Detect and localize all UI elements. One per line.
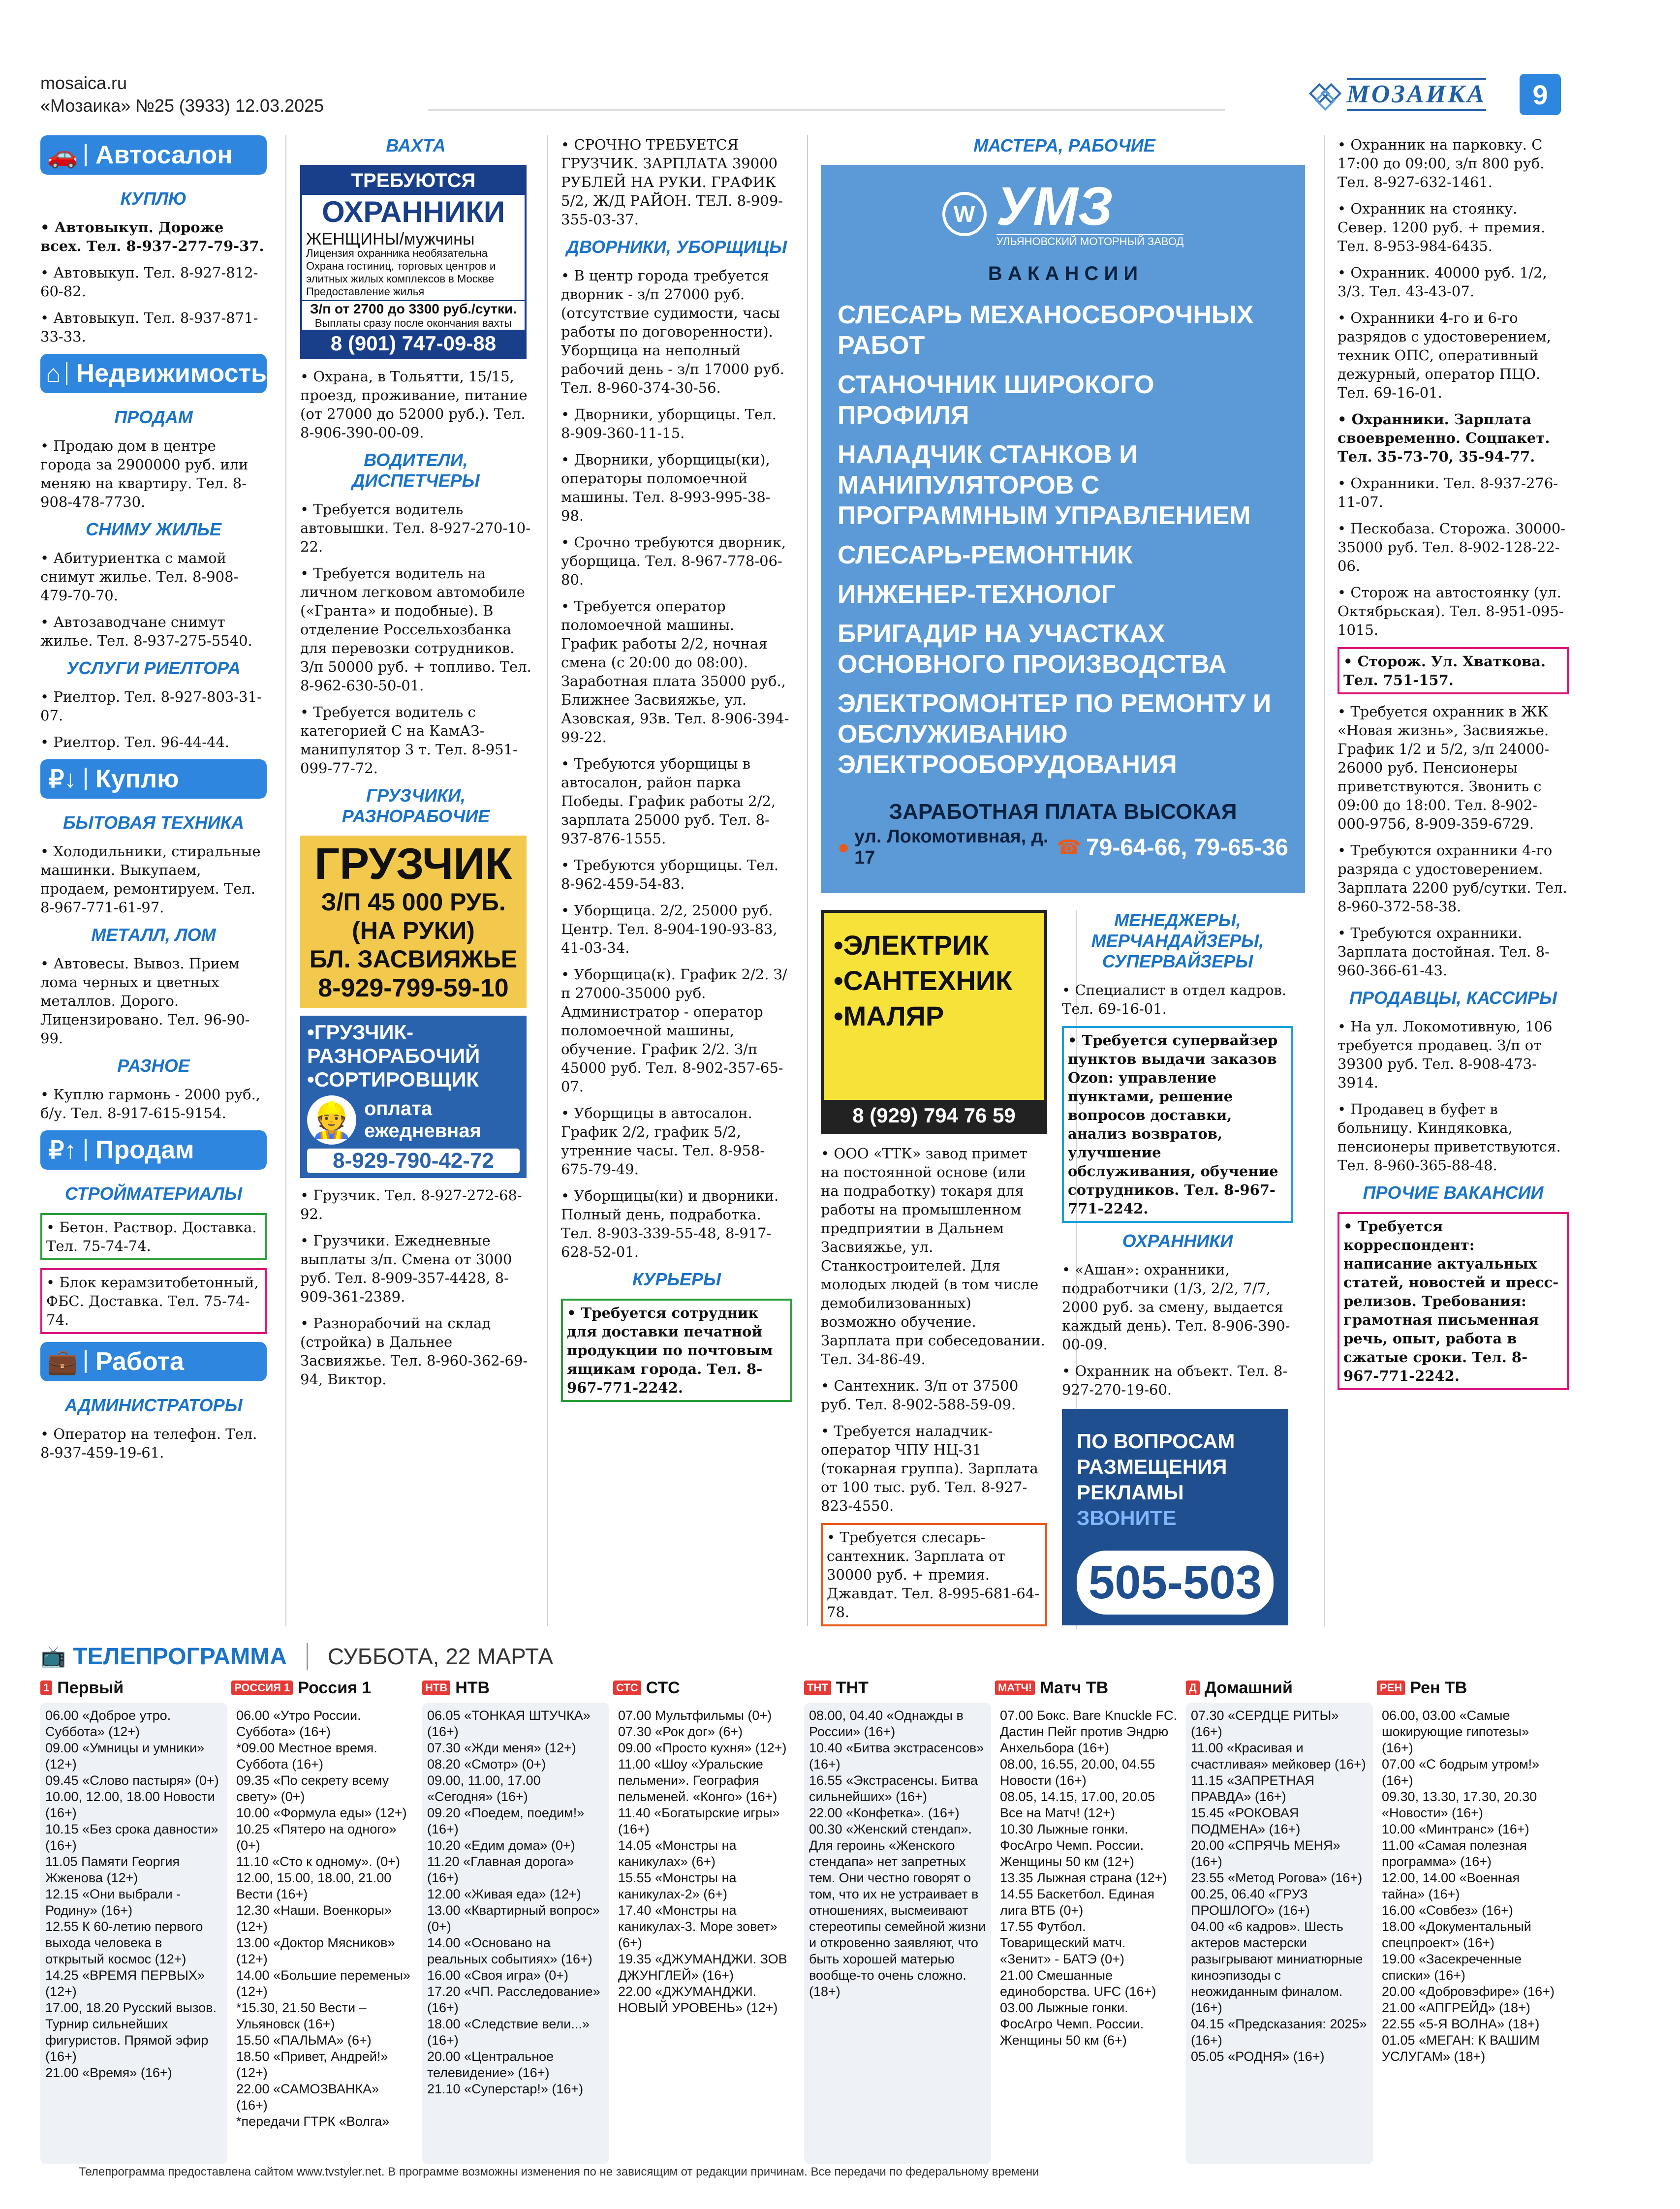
tv-listing: 04.00 «6 кадров». Шесть актеров мастерски разыгрывают миниатюрные киноэпизоды с неожиданным финалом. (16+) bbox=[1191, 1919, 1363, 2015]
ad: • Автовыкуп. Тел. 8-927-812-60-82. bbox=[40, 264, 258, 300]
tv-listing: 00.30 «Женский стендап». Для героинь «Женского стендапа» нет запретных тем. Они честно говорят о том, что их не устраивает в отношениях, высмеивают стереотипы семейной жизни и откровенно заявляют, что быть хорошей матерью вообще-то очень сложно. (18+) bbox=[809, 1822, 986, 1999]
channel-name: Матч ТВ bbox=[1040, 1678, 1109, 1697]
tv-listing: 22.55 «5-Я ВОЛНА» (18+) bbox=[1382, 2017, 1540, 2031]
channel-logo-icon: РЕН bbox=[1377, 1680, 1405, 1695]
ad: • Уборщицы(ки) и дворники. Полный день, подработка. Тел. 8-903-339-55-48, 8-917-628-52-01. bbox=[561, 1187, 779, 1260]
tv-listing: 10.15 «Без срока давности» (16+) bbox=[45, 1822, 218, 1853]
tv-listing: 10.25 «Пятеро на одного» (0+) bbox=[236, 1822, 397, 1853]
column-1 bbox=[40, 135, 267, 1470]
tv-listing: 20.00 «СПРЯЧЬ МЕНЯ» (16+) bbox=[1191, 1838, 1340, 1869]
ad: • Требуются охранники 4-го разряда с удостоверением. Зарплата 2200 руб/сутки. Тел. 8-960-372-58-38. bbox=[1338, 842, 1567, 915]
tv-listing: 12.15 «Они выбрали - Родину» (16+) bbox=[45, 1887, 181, 1918]
tv-channel-1 bbox=[231, 1677, 417, 1699]
tv-channel-6 bbox=[1186, 1677, 1372, 1699]
tv-listing: 06.00 «Доброе утро. Суббота» (12+) bbox=[45, 1708, 171, 1739]
tv-listing: 06.00 «Утро России. Суббота» (16+) bbox=[236, 1708, 361, 1739]
tv-listing: 12.00, 15.00, 18.00, 21.00 Вести (16+) bbox=[236, 1870, 392, 1901]
ad: • Уборщица. 2/2, 25000 руб. Центр. Тел. 8-904-190-93-83, 41-03-34. bbox=[561, 902, 778, 956]
ad: • Охранники. Тел. 8-937-276-11-07. bbox=[1338, 475, 1558, 510]
banner-okhranniki: ТРЕБУЮТСЯ ОХРАННИКИ ЖЕНЩИНЫ/мужчины Лицензия охранника необязательна Охрана гостиниц, торговых центров и элитных жилых комплексов в Москве Предоставление жилья З/п от 2700 до 3300 руб./сутки. Выплаты сразу после окончания вахты 8 (901) 747-09-88 bbox=[300, 165, 527, 359]
section-autosalon: 🚗 Автосалон bbox=[40, 135, 267, 175]
tv-listing: 12.55 К 60-летию первого выхода человека в открытый космос (12+) bbox=[45, 1919, 203, 1966]
umz-emblem-icon: W bbox=[942, 192, 987, 236]
ad: • Автовыкуп. Дороже всех. Тел. 8-937-277-79-37. bbox=[40, 219, 264, 254]
ad: • СРОЧНО ТРЕБУЕТСЯ ГРУЗЧИК. ЗАРПЛАТА 39000 РУБЛЕЙ НА РУКИ. ГРАФИК 5/2, Ж/Д РАЙОН. ТЕЛ. 8-909-355-03-37. bbox=[561, 136, 783, 228]
ad: • Срочно требуются дворник, уборщица. Тел. 8-967-778-06-80. bbox=[561, 534, 786, 588]
tv-listing: 11.20 «Главная дорога» (16+) bbox=[427, 1854, 574, 1885]
ad: • Требуется водитель на личном легковом автомобиле («Гранта» и подобные). В отделение Россельхозбанка для перевозки сотрудников. З/п 50000 руб. + топливо. Тел. 8-962-630-50-01. bbox=[300, 565, 531, 694]
tv-channel-3 bbox=[613, 1677, 799, 1699]
banner-elektrik: •ЭЛЕКТРИК •САНТЕХНИК •МАЛЯР 8 (929) 794 76 59 bbox=[821, 910, 1047, 1134]
tv-program-header: 📺 ТЕЛЕПРОГРАММА СУББОТА, 22 МАРТА bbox=[40, 1643, 554, 1670]
tv-listing: 12.00, 14.00 «Военная тайна» (16+) bbox=[1382, 1870, 1520, 1901]
subhead: МЕНЕДЖЕРЫ, МЕРЧАНДАЙЗЕРЫ, СУПЕРВАЙЗЕРЫ bbox=[1091, 910, 1264, 971]
tv-listing: *15.30, 21.50 Вести – Ульяновск (16+) bbox=[236, 2000, 367, 2031]
tv-listing: 10.30 Лыжные гонки. ФосАгро Чемп. России. Женщины 50 км (12+) bbox=[1000, 1822, 1144, 1869]
tv-listing: 19.00 «Засекреченные списки» (16+) bbox=[1382, 1952, 1522, 1983]
tv-listing: 03.00 Лыжные гонки. ФосАгро Чемп. России. Женщины 50 км (6+) bbox=[1000, 2000, 1144, 2048]
tv-listing: 11.15 «ЗАПРЕТНАЯ ПРАВДА» (16+) bbox=[1191, 1773, 1315, 1804]
tv-listing: 22.00 «ДЖУМАНДЖИ. НОВЫЙ УРОВЕНЬ» (12+) bbox=[618, 1984, 778, 2015]
umz-job: НАЛАДЧИК СТАНКОВ И МАНИПУЛЯТОРОВ С ПРОГРАММНЫМ УПРАВЛЕНИЕМ bbox=[838, 440, 1251, 530]
tv-listing: 07.30 «Жди меня» (12+) bbox=[427, 1741, 576, 1755]
ad: • Требуются уборщицы в автосалон, район парка Победы. График работы 2/2, зарплата 25000 руб. Тел. 8-937-876-1555. bbox=[561, 755, 776, 847]
tv-channel-5 bbox=[995, 1677, 1181, 1699]
section-prodam: ₽↑ Продам bbox=[40, 1130, 267, 1170]
ad: • Автозаводчане снимут жилье. Тел. 8-937-275-5540. bbox=[40, 614, 252, 649]
ad: • Пескобаза. Сторожа. 30000-35000 руб. Тел. 8-902-128-22-06. bbox=[1338, 520, 1566, 574]
umz-job: ИНЖЕНЕР-ТЕХНОЛОГ bbox=[838, 580, 1116, 609]
ad: • Автовесы. Вывоз. Прием лома черных и цветных металлов. Дорого. Лицензировано. Тел. 96-90-99. bbox=[40, 955, 250, 1047]
tv-listing: 17.40 «Монстры на каникулах-3. Море зовет» (6+) bbox=[618, 1903, 778, 1950]
tv-listing: 16.55 «Экстрасенсы. Битва сильнейших» (16+) bbox=[809, 1773, 978, 1804]
channel-logo-icon: РОССИЯ 1 bbox=[231, 1680, 293, 1695]
tv-listing: 11.00 «Шоу «Уральские пельмени». География пельменей. «Конго» (16+) bbox=[618, 1757, 778, 1804]
tv-listing: 23.55 «Метод Рогова» (16+) bbox=[1191, 1870, 1363, 1885]
tv-listing: 00.25, 06.40 «ГРУЗ ПРОШЛОГО» (16+) bbox=[1191, 1887, 1310, 1918]
tv-channel-7 bbox=[1377, 1677, 1563, 1699]
tv-listing: 09.35 «По секрету всему свету» (0+) bbox=[236, 1773, 389, 1804]
tv-listing: 11.10 «Сто к одному». (0+) bbox=[236, 1854, 401, 1869]
tv-listing: 21.10 «Суперстар!» (16+) bbox=[427, 2082, 584, 2096]
ad: • Холодильники, стиральные машинки. Выкупаем, продаем, ремонтируем. Тел. 8-967-771-61-97. bbox=[40, 843, 261, 916]
ad: • Оператор на телефон. Тел. 8-937-459-19-61. bbox=[40, 1426, 257, 1461]
tv-listing: 16.00 «Совбез» (16+) bbox=[1382, 1903, 1513, 1918]
banner-gruzchik-raznorabochiy: •ГРУЗЧИК- РАЗНОРАБОЧИЙ •СОРТИРОВЩИК 👷 оплата ежедневная 8-929-790-42-72 bbox=[300, 1016, 527, 1178]
ad: • Требуется наладчик-оператор ЧПУ НЦ-31 (токарная группа). Зарплата от 100 тыс. руб. Тел. 8-927-823-4550. bbox=[821, 1423, 1038, 1514]
tv-listing: 12.00 «Живая еда» (12+) bbox=[427, 1887, 581, 1901]
subhead: МЕТАЛЛ, ЛОМ bbox=[91, 925, 216, 945]
tv-icon: 📺 bbox=[40, 1644, 66, 1668]
tv-listing: 10.00, 12.00, 18.00 Новости (16+) bbox=[45, 1789, 215, 1820]
channel-logo-icon: НТВ bbox=[422, 1680, 450, 1695]
column-5 bbox=[1338, 135, 1569, 1398]
subhead: ПРОДАВЦЫ, КАССИРЫ bbox=[1349, 988, 1557, 1008]
umz-job: СЛЕСАРЬ-РЕМОНТНИК bbox=[838, 541, 1133, 569]
ad: • Охранники. Зарплата своевременно. Соцпакет. Тел. 35-73-70, 35-94-77. bbox=[1338, 411, 1550, 465]
ad: • Охранник на парковку. С 17:00 до 09:00, з/п 800 руб. Тел. 8-927-632-1461. bbox=[1338, 136, 1545, 190]
tv-listing: 17.55 Футбол. Товарищеский матч. «Зенит» - БАТЭ (0+) bbox=[1000, 1919, 1126, 1966]
subhead: КУРЬЕРЫ bbox=[632, 1269, 721, 1289]
tv-listing: 14.25 «ВРЕМЯ ПЕРВЫХ» (12+) bbox=[45, 1968, 205, 1999]
ad: • Охранники 4-го и 6-го разрядов с удостоверением, техник ОПС, оперативный дежурный, оператор ПЦО. Тел. 69-16-01. bbox=[1338, 310, 1551, 401]
subhead: СНИМУ ЖИЛЬЕ bbox=[86, 519, 221, 539]
ad: • Уборщица(к). График 2/2. З/п 27000-35000 руб. Администратор - оператор поломоечной машины, обучение. График 2/2. З/п 45000 руб. Тел. 8-902-357-65-07. bbox=[561, 966, 787, 1095]
tv-listing: *передачи ГТРК «Волга» bbox=[236, 2114, 390, 2129]
tv-listing: 06.05 «ТОНКАЯ ШТУЧКА» (16+) bbox=[427, 1708, 591, 1739]
tv-footer: Телепрограмма предоставлена сайтом www.tvstyler.net. В программе возможны изменения по не зависящим от редакции причинам. Все передачи по федеральному времени bbox=[79, 2165, 1039, 2178]
tv-listing: 05.05 «РОДНЯ» (16+) bbox=[1191, 2049, 1325, 2064]
tv-listing: 21.00 «Время» (16+) bbox=[45, 2065, 172, 2080]
ad-boxed: • Требуется слесарь-сантехник. Зарплата от 30000 руб. + премия. Джавдат. Тел. 8-995-681-64-78. bbox=[821, 1523, 1047, 1626]
subhead: ПРОДАМ bbox=[114, 407, 193, 427]
ad: • Грузчик. Тел. 8-927-272-68-92. bbox=[300, 1187, 522, 1222]
tv-listing: 09.00 «Просто кухня» (12+) bbox=[618, 1741, 787, 1755]
section-nedvizhimost: ⌂ Недвижимость bbox=[40, 354, 267, 393]
ad: • Требуется оператор поломоечной машины. График работы 2/2, ночная смена (с 20:00 до 08:00). Заработная плата 35000 руб., Ближнее Засвияжье, ул. Азовская, 93в. Тел. 8-906-394-99-22. bbox=[561, 598, 789, 746]
tv-listing: 11.40 «Богатырские игры» (16+) bbox=[618, 1805, 780, 1836]
header-info bbox=[40, 72, 324, 117]
tv-listing: 13.00 «Доктор Мясников» (12+) bbox=[236, 1935, 395, 1966]
tv-listing: 09.45 «Слово пастыря» (0+) bbox=[45, 1773, 219, 1788]
tv-listing: 01.05 «МЕГАН: К ВАШИМ УСЛУГАМ» (18+) bbox=[1382, 2033, 1540, 2064]
tv-channel-4 bbox=[804, 1677, 990, 1699]
tv-listing: 22.00 «САМОЗВАНКА» (16+) bbox=[236, 2082, 379, 2113]
tv-listing: 10.00 «Формула еды» (12+) bbox=[236, 1805, 407, 1820]
tv-listing: 09.00, 11.00, 17.00 «Сегодня» (16+) bbox=[427, 1773, 541, 1804]
ad: • Дворники, уборщицы. Тел. 8-909-360-11-15. bbox=[561, 406, 777, 441]
ad: • Абитуриентка с мамой снимут жилье. Тел. 8-908-479-70-70. bbox=[40, 550, 239, 604]
ad: • Куплю гармонь - 2000 руб., б/у. Тел. 8-917-615-9154. bbox=[40, 1086, 261, 1121]
tv-listing: 14.55 Баскетбол. Единая лига ВТБ (0+) bbox=[1000, 1887, 1154, 1918]
ad: • Требуется водитель с категорией С на КамАЗ-манипулятор 3 т. Тел. 8-951-099-77-72. bbox=[300, 704, 518, 777]
subhead: БЫТОВАЯ ТЕХНИКА bbox=[63, 812, 244, 833]
cubes-icon bbox=[1309, 77, 1340, 112]
tv-listing: 13.00 «Квартирный вопрос» (0+) bbox=[427, 1903, 600, 1934]
umz-job: СТАНОЧНИК ШИРОКОГО ПРОФИЛЯ bbox=[838, 371, 1154, 430]
ad: • На ул. Локомотивную, 106 требуется продавец. З/п от 39300 руб. Тел. 8-908-473-3914. bbox=[1338, 1018, 1553, 1091]
tv-listing: 20.00 «Центральное телевидение» (16+) bbox=[427, 2049, 554, 2080]
ad-boxed: • Бетон. Раствор. Доставка. Тел. 75-74-74. bbox=[40, 1213, 267, 1260]
channel-name: СТС bbox=[646, 1678, 680, 1697]
subhead: ВОДИТЕЛИ, ДИСПЕТЧЕРЫ bbox=[352, 450, 480, 491]
ad: • Разнорабочий на склад (стройка) в Дальнее Засвияжье. Тел. 8-960-362-69-94, Виктор. bbox=[300, 1315, 528, 1388]
site-url[interactable]: mosaica.ru bbox=[40, 73, 127, 93]
tv-listing: 17.20 «ЧП. Расследование» (16+) bbox=[427, 1984, 600, 2015]
channel-logo-icon: ТНТ bbox=[804, 1680, 831, 1695]
tv-listing: 18.50 «Привет, Андрей!» (12+) bbox=[236, 2049, 388, 2080]
section-kuplyu: ₽↓ Куплю bbox=[40, 759, 267, 799]
ad-boxed: • Требуется сотрудник для доставки печатной продукции по почтовым ящикам города. Тел. 8-967-771-2242. bbox=[561, 1299, 792, 1402]
channel-name: Домашний bbox=[1204, 1678, 1293, 1697]
channel-logo-icon: СТС bbox=[613, 1680, 641, 1695]
subhead: ПРОЧИЕ ВАКАНСИИ bbox=[1363, 1182, 1544, 1203]
phone-icon: ☎ bbox=[1057, 837, 1082, 858]
channel-logo-icon: Д bbox=[1186, 1680, 1200, 1695]
ad: • Требуется водитель автовышки. Тел. 8-927-270-10-22. bbox=[300, 501, 530, 555]
banner-gruzchik: ГРУЗЧИК З/П 45 000 РУБ. (НА РУКИ) БЛ. ЗАСВИЯЖЬЕ 8-929-799-59-10 bbox=[300, 836, 527, 1008]
tv-schedule bbox=[1377, 1703, 1564, 2164]
tv-listing: 14.00 «Большие перемены» (12+) bbox=[236, 1968, 410, 1999]
tv-listing: 15.45 «РОКОВАЯ ПОДМЕНА» (16+) bbox=[1191, 1805, 1301, 1836]
column-3 bbox=[561, 135, 792, 1410]
ad: • Требуется охранник в ЖК «Новая жизнь», Засвияжье. График 1/2 и 5/2, з/п 24000-26000 руб. Пенсионеры приветствуются. Звонить с 09:00 до 18:00. Тел. 8-902-000-9756, 8-909-359-6729. bbox=[1338, 703, 1550, 832]
car-icon: 🚗 bbox=[47, 141, 78, 169]
tv-listing: 21.00 «АПГРЕЙД» (18+) bbox=[1382, 2000, 1530, 2015]
channel-name: Рен ТВ bbox=[1410, 1678, 1467, 1697]
tv-listing: 08.20 «Смотр» (0+) bbox=[427, 1757, 546, 1772]
subhead: МАСТЕРА, РАБОЧИЕ bbox=[973, 135, 1155, 156]
channel-name: Россия 1 bbox=[298, 1678, 372, 1697]
tv-listing: 07.30 «СЕРДЦЕ РИТЫ» (16+) bbox=[1191, 1708, 1339, 1739]
tv-listing: 07.30 «Рок дог» (6+) bbox=[618, 1724, 743, 1739]
tv-listing: 17.00, 18.20 Русский вызов. Турнир сильнейших фигуристов. Прямой эфир (16+) bbox=[45, 2000, 217, 2064]
tv-listing: 10.40 «Битва экстрасенсов» (16+) bbox=[809, 1741, 984, 1772]
briefcase-icon: 💼 bbox=[47, 1347, 78, 1375]
ad-boxed: • Требуется корреспондент: написание актуальных статей, новостей и пресс-релизов. Требования: грамотная письменная речь, опыт, работа в сжатые сроки. Тел. 8-967-771-2242. bbox=[1338, 1212, 1569, 1390]
ad: • Уборщицы в автосалон. График 2/2, график 5/2, утренние часы. Тел. 8-958-675-79-49. bbox=[561, 1105, 765, 1178]
tv-listing: 20.00 «Добровэфире» (16+) bbox=[1382, 1984, 1555, 1999]
tv-listing: 08.00, 16.55, 20.00, 04.55 Новости (16+) bbox=[1000, 1757, 1155, 1788]
ad: • Охрана, в Тольятти, 15/15, проезд, проживание, питание (от 27000 до 52000 руб.). Тел. 8-906-390-00-09. bbox=[300, 368, 528, 441]
subhead: АДМИНИСТРАТОРЫ bbox=[64, 1395, 243, 1415]
umz-jobs-list bbox=[838, 300, 1288, 780]
tv-schedule bbox=[40, 1703, 227, 2164]
tv-listing: 15.55 «Монстры на каникулах-2» (6+) bbox=[618, 1870, 737, 1901]
subhead: ВАХТА bbox=[386, 135, 446, 156]
channel-name: Первый bbox=[57, 1678, 124, 1697]
page-number: 9 bbox=[1520, 74, 1561, 115]
tv-listing: 14.00 «Основано на реальных событиях» (16+) bbox=[427, 1935, 592, 1966]
tv-channel-2 bbox=[422, 1677, 608, 1699]
tv-listing: 16.00 «Своя игра» (0+) bbox=[427, 1968, 569, 1983]
tv-listing: 13.35 Лыжная страна (12+) bbox=[1000, 1870, 1167, 1885]
tv-channel-0 bbox=[40, 1677, 226, 1699]
banner-reklama: ПО ВОПРОСАМ РАЗМЕЩЕНИЯ РЕКЛАМЫ ЗВОНИТЕ 505-503 bbox=[1062, 1409, 1288, 1625]
ad: • ООО «ТТК» завод примет на постоянной основе (или на подработку) токаря для работы на промышленном предприятии в Дальнем Засвияжье, ул. Станкостроителей. Для молодых людей (в том числе демобилизованных) возможно обучение. Зарплата при собеседовании. Тел. 34-86-49. bbox=[821, 1145, 1045, 1368]
ad: • Охранник на стоянку. Север. 1200 руб. + премия. Тел. 8-953-984-6435. bbox=[1338, 200, 1546, 254]
ad: • Охранник. 40000 руб. 1/2, 3/3. Тел. 43-43-07. bbox=[1338, 264, 1547, 300]
tv-schedule bbox=[613, 1703, 800, 2164]
worker-icon: 👷 bbox=[307, 1095, 356, 1145]
tv-listing: 11.05 Памяти Георгия Жженова (12+) bbox=[45, 1854, 180, 1885]
ad: • Продаю дом в центре города за 2900000 руб. или меняю на квартиру. Тел. 8-908-478-7730. bbox=[40, 437, 249, 510]
tv-listing: 12.30 «Наши. Военкоры» (12+) bbox=[236, 1903, 392, 1934]
issue-info: «Мозаика» №25 (3933) 12.03.2025 bbox=[40, 95, 324, 116]
ad: • Продавец в буфет в больницу. Киндяковка, пенсионеры приветствуются. Тел. 8-960-365-88-48. bbox=[1338, 1101, 1561, 1174]
ad: • Риелтор. Тел. 8-927-803-31-07. bbox=[40, 688, 262, 724]
tv-listing: 09.20 «Поедем, поедим!» (16+) bbox=[427, 1805, 585, 1836]
ad: • Сантехник. З/п от 37500 руб. Тел. 8-902-588-59-09. bbox=[821, 1377, 1019, 1413]
channel-name: ТНТ bbox=[836, 1678, 869, 1697]
house-icon: ⌂ bbox=[46, 360, 61, 387]
tv-listing: *09.00 Местное время. Суббота (16+) bbox=[236, 1741, 377, 1772]
ad: • Требуются уборщицы. Тел. 8-962-459-54-83. bbox=[561, 857, 779, 892]
ad: • Охранник на объект. Тел. 8-927-270-19-60. bbox=[1062, 1363, 1288, 1398]
tv-listing: 11.00 «Красивая и счастливая» мейковер (16+) bbox=[1191, 1741, 1366, 1772]
ad: • Требуются охранники. Зарплата достойная. Тел. 8-960-366-61-43. bbox=[1338, 925, 1550, 979]
tv-listing: 22.00 «Конфетка». (16+) bbox=[809, 1805, 960, 1820]
tv-listing: 18.00 «Следствие вели...» (16+) bbox=[427, 2017, 590, 2048]
mozaika-logo: МОЗАИКА bbox=[1309, 75, 1486, 114]
column-4 bbox=[821, 135, 1308, 1634]
ad: • Сторож на автостоянку (ул. Октябрьская). Тел. 8-951-095-1015. bbox=[1338, 584, 1564, 638]
ad: • Риелтор. Тел. 96-44-44. bbox=[40, 734, 230, 750]
ad-boxed: • Сторож. Ул. Хваткова. Тел. 751-157. bbox=[1338, 647, 1569, 694]
subhead: ДВОРНИКИ, УБОРЩИЦЫ bbox=[566, 237, 787, 257]
tv-listing: 18.00 «Документальный спецпроект» (16+) bbox=[1382, 1919, 1531, 1950]
ad: • Автовыкуп. Тел. 8-937-871-33-33. bbox=[40, 310, 258, 345]
tv-schedule bbox=[804, 1703, 991, 2164]
tv-listing: 11.00 «Самая полезная программа» (16+) bbox=[1382, 1838, 1527, 1869]
tv-listing: 08.00, 04.40 «Однажды в России» (16+) bbox=[809, 1708, 964, 1739]
subhead: УСЛУГИ РИЕЛТОРА bbox=[66, 658, 241, 678]
tv-schedule bbox=[995, 1703, 1182, 2164]
ad: • В центр города требуется дворник - з/п 27000 руб. (отсутствие судимости, часы работы по договоренности). Уборщица на неполный рабочий день - з/п 17000 руб. Тел. 8-960-374-30-56. bbox=[561, 267, 785, 396]
ad-boxed: • Требуется супервайзер пунктов выдачи заказов Ozon: управление пунктами, решение вопросов доставки, анализ возвратов, улучшение обслуживания, обучение сотрудников. Тел. 8-967-771-2242. bbox=[1062, 1026, 1293, 1223]
tv-listing: 19.35 «ДЖУМАНДЖИ. ЗОВ ДЖУНГЛЕЙ» (16+) bbox=[618, 1952, 787, 1983]
channel-logo-icon: МАТЧ! bbox=[995, 1680, 1035, 1695]
subhead: КУПЛЮ bbox=[120, 188, 187, 209]
section-rabota: 💼 Работа bbox=[40, 1342, 267, 1381]
tv-listing: 09.30, 13.30, 17.30, 20.30 «Новости» (16+) bbox=[1382, 1789, 1537, 1820]
tv-schedule bbox=[422, 1703, 609, 2164]
tv-listing: 21.00 Смешанные единоборства. UFC (16+) bbox=[1000, 1968, 1156, 1999]
tv-listing: 10.00 «Минтранс» (16+) bbox=[1382, 1822, 1529, 1836]
banner-umz: W УМЗ УЛЬЯНОВСКИЙ МОТОРНЫЙ ЗАВОД В А К А Н С И И СЛЕСАРЬ МЕХАНОСБОРОЧНЫХ РАБОТ СТАНОЧНИК ШИРОКОГО ПРОФИЛЯ НАЛАДЧИК СТАНКОВ И МАНИПУЛЯТОРОВ С ПРОГРАММНЫМ УПРАВЛЕНИЕМ СЛЕСАРЬ-РЕМОНТНИК ИНЖЕНЕР-ТЕХНОЛОГ БРИГАДИР НА УЧАСТКАХ ОСНОВНОГО ПРОИЗВОДСТВА ЭЛЕКТРОМОНТЕР ПО РЕМОНТУ И ОБСЛУЖИВАНИЮ ЭЛЕКТРООБОРУДОВАНИЯ ЗАРАБОТНАЯ ПЛАТА ВЫСОКАЯ ● ул. Локомотивная, д. 17 ☎ 79-64-66, 79-65-36 bbox=[821, 165, 1305, 893]
tv-schedule bbox=[231, 1703, 418, 2164]
ruble-icon: ₽↓ bbox=[48, 765, 77, 793]
subhead: СТРОЙМАТЕРИАЛЫ bbox=[65, 1183, 242, 1204]
channel-logo-icon: 1 bbox=[40, 1680, 52, 1695]
tv-listing: 07.00 Мультфильмы (0+) bbox=[618, 1708, 772, 1723]
tv-schedule bbox=[1186, 1703, 1373, 2164]
tv-listing: 09.00 «Умницы и умники» (12+) bbox=[45, 1741, 205, 1772]
tv-listing: 06.00, 03.00 «Самые шокирующие гипотезы» (16+) bbox=[1382, 1708, 1529, 1755]
tv-listing: 10.20 «Едим дома» (0+) bbox=[427, 1838, 575, 1853]
ruble-up-icon: ₽↑ bbox=[48, 1136, 77, 1164]
ad-boxed: • Блок керамзитобетонный, ФБС. Доставка. Тел. 75-74-74. bbox=[40, 1268, 267, 1334]
tv-listing: 07.00 Бокс. Bare Knuckle FC. Дастин Пейг против Эндрю Анхельбора (16+) bbox=[1000, 1708, 1178, 1755]
tv-listing: 08.05, 14.15, 17.00, 20.05 Все на Матч! (12+) bbox=[1000, 1789, 1155, 1820]
tv-listing: 07.00 «С бодрым утром!» (16+) bbox=[1382, 1757, 1540, 1788]
tv-listing: 15.50 «ПАЛЬМА» (6+) bbox=[236, 2033, 372, 2048]
umz-job: БРИГАДИР НА УЧАСТКАХ ОСНОВНОГО ПРОИЗВОДСТВА bbox=[838, 620, 1227, 679]
subhead: ОХРАННИКИ bbox=[1122, 1231, 1233, 1251]
subhead: РАЗНОЕ bbox=[117, 1056, 190, 1076]
tv-listing: 14.05 «Монстры на каникулах» (6+) bbox=[618, 1838, 737, 1869]
header-rule bbox=[428, 109, 1225, 111]
tv-listing: 04.15 «Предсказания: 2025» (16+) bbox=[1191, 2017, 1367, 2048]
channel-name: НТВ bbox=[455, 1678, 490, 1697]
ad: • Грузчики. Ежедневные выплаты з/п. Смена от 3000 руб. Тел. 8-909-357-4428, 8-909-361-2389. bbox=[300, 1232, 512, 1305]
umz-job: СЛЕСАРЬ МЕХАНОСБОРОЧНЫХ РАБОТ bbox=[838, 301, 1254, 360]
ad: • Специалист в отдел кадров. Тел. 69-16-01. bbox=[1062, 982, 1287, 1017]
umz-job: ЭЛЕКТРОМОНТЕР ПО РЕМОНТУ И ОБСЛУЖИВАНИЮ ЭЛЕКТРООБОРУДОВАНИЯ bbox=[838, 689, 1272, 779]
ad: • Дворники, уборщицы(ки), операторы поломоечной машины. Тел. 8-993-995-38-98. bbox=[561, 451, 771, 524]
subhead: ГРУЗЧИКИ, РАЗНОРАБОЧИЕ bbox=[342, 785, 490, 826]
column-2 bbox=[300, 135, 531, 1397]
ad: • «Ашан»: охранники, подработчики (1/3, 2/2, 7/7, 2000 руб. за смену, выдается каждый день). Тел. 8-906-390-00-09. bbox=[1062, 1261, 1290, 1353]
location-icon: ● bbox=[838, 836, 850, 858]
